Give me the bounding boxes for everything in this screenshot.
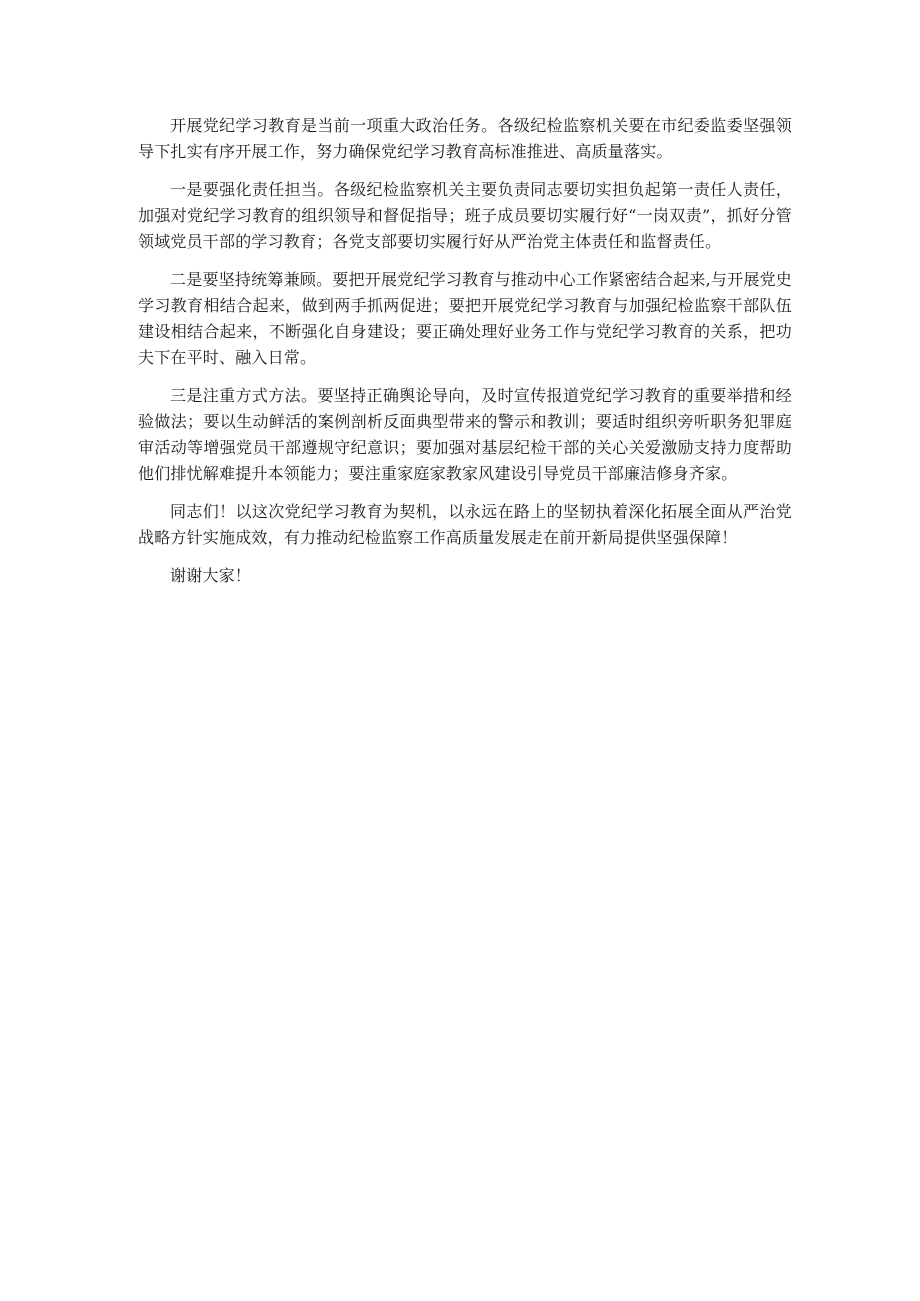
paragraph-responsibility: 一是要强化责任担当。各级纪检监察机关主要负责同志要切实担负起第一责任人责任，加强对党纪学习教育的组织领导和督促指导；班子成员要切实履行好“一岗双责”，抓好分管领域党员干部的学习教育；各党支部要切实履行好从严治党主体责任和监督责任。 — [138, 180, 792, 251]
paragraph-methods: 三是注重方式方法。要坚持正确舆论导向，及时宣传报道党纪学习教育的重要举措和经验做法；要以生动鲜活的案例剖析反面典型带来的警示和教训；要适时组织旁听职务犯罪庭审活动等增强党员干部遵规守纪意识；要加强对基层纪检干部的关心关爱激励支持力度帮助他们排忧解难提升本领能力；要注重家庭家教家风建设引导党员干部廉洁修身齐家。 — [138, 386, 792, 483]
paragraph-coordination: 二是要坚持统筹兼顾。要把开展党纪学习教育与推动中心工作紧密结合起来,与开展党史学习教育相结合起来，做到两手抓两促进；要把开展党纪学习教育与加强纪检监察干部队伍建设相结合起来，不断强化自身建设；要正确处理好业务工作与党纪学习教育的关系，把功夫下在平时、融入日常。 — [138, 270, 792, 367]
paragraph-thanks: 谢谢大家！ — [170, 566, 252, 585]
document-body — [138, 113, 792, 601]
paragraph-intro: 开展党纪学习教育是当前一项重大政治任务。各级纪检监察机关要在市纪委监委坚强领导下扎实有序开展工作，努力确保党纪学习教育高标准推进、高质量落实。 — [138, 116, 792, 161]
paragraph-closing: 同志们！以这次党纪学习教育为契机，以永远在路上的坚韧执着深化拓展全面从严治党战略方针实施成效，有力推动纪检监察工作高质量发展走在前开新局提供坚强保障！ — [138, 502, 792, 547]
